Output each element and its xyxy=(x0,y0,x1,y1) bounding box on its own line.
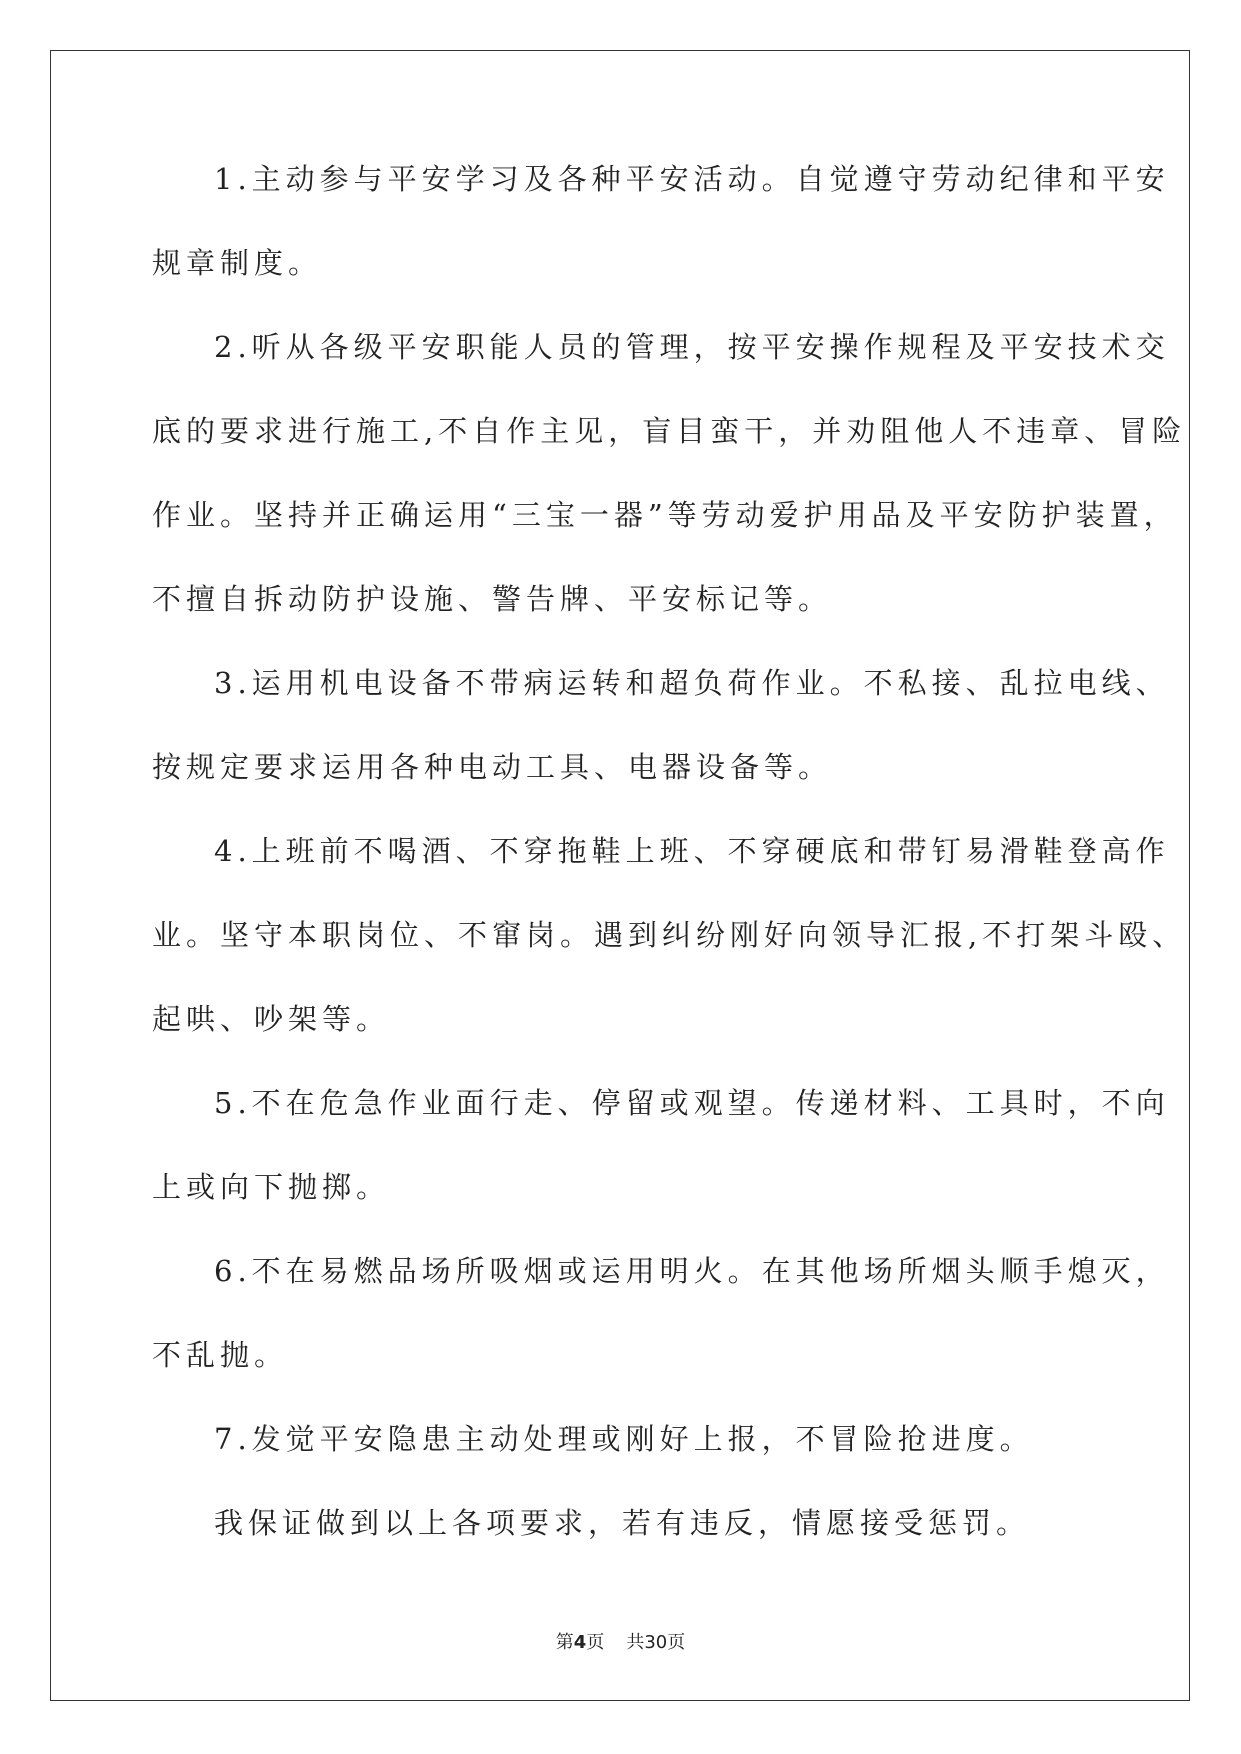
list-item-1 xyxy=(152,158,1170,284)
list-item-7 xyxy=(152,1418,1102,1460)
page-prefix: 第 xyxy=(555,1632,574,1653)
text-line: 1.主动参与平安学习及各种平安活动。自觉遵守劳动纪律和平安 xyxy=(214,162,1170,196)
text-line: 底的要求进行施工,不自作主见，盲目蛮干，并劝阻他人不违章、冒险 xyxy=(152,414,1187,448)
document-body xyxy=(152,158,1187,1586)
text-line: 7.发觉平安隐患主动处理或刚好上报，不冒险抢进度。 xyxy=(214,1422,1034,1456)
text-line: 3.运用机电设备不带病运转和超负荷作业。不私接、乱拉电线、 xyxy=(214,666,1170,700)
total-suffix: 页 xyxy=(667,1632,686,1653)
text-line: 不乱抛。 xyxy=(152,1338,289,1372)
text-line: 按规定要求运用各种电动工具、电器设备等。 xyxy=(152,750,833,784)
list-item-2 xyxy=(152,326,1187,620)
list-item-3 xyxy=(152,662,1170,788)
text-line: 不擅自拆动防护设施、警告牌、平安标记等。 xyxy=(152,582,833,616)
page-footer xyxy=(0,1628,1241,1654)
text-line: 2.听从各级平安职能人员的管理，按平安操作规程及平安技术交 xyxy=(214,330,1170,364)
text-line: 上或向下抛掷。 xyxy=(152,1170,391,1204)
total-pages: 30 xyxy=(644,1632,668,1653)
text-line: 作业。坚持并正确运用“三宝一器”等劳动爱护用品及平安防护装置， xyxy=(152,498,1178,532)
list-item-6 xyxy=(152,1250,1170,1376)
page-number: 4 xyxy=(573,1632,587,1653)
text-line: 4.上班前不喝酒、不穿拖鞋上班、不穿硬底和带钉易滑鞋登高作 xyxy=(214,834,1170,868)
text-line: 我保证做到以上各项要求，若有违反，情愿接受惩罚。 xyxy=(214,1506,1031,1540)
list-item-5 xyxy=(152,1082,1170,1208)
closing-statement xyxy=(152,1502,1102,1544)
total-prefix: 共 xyxy=(626,1632,645,1653)
text-line: 业。坚守本职岗位、不窜岗。遇到纠纷刚好向领导汇报,不打架斗殴、 xyxy=(152,918,1187,952)
page-suffix: 页 xyxy=(586,1632,605,1653)
list-item-4 xyxy=(152,830,1187,1040)
text-line: 5.不在危急作业面行走、停留或观望。传递材料、工具时，不向 xyxy=(214,1086,1170,1120)
text-line: 起哄、吵架等。 xyxy=(152,1002,391,1036)
text-line: 6.不在易燃品场所吸烟或运用明火。在其他场所烟头顺手熄灭， xyxy=(214,1254,1170,1288)
text-line: 规章制度。 xyxy=(152,246,323,280)
